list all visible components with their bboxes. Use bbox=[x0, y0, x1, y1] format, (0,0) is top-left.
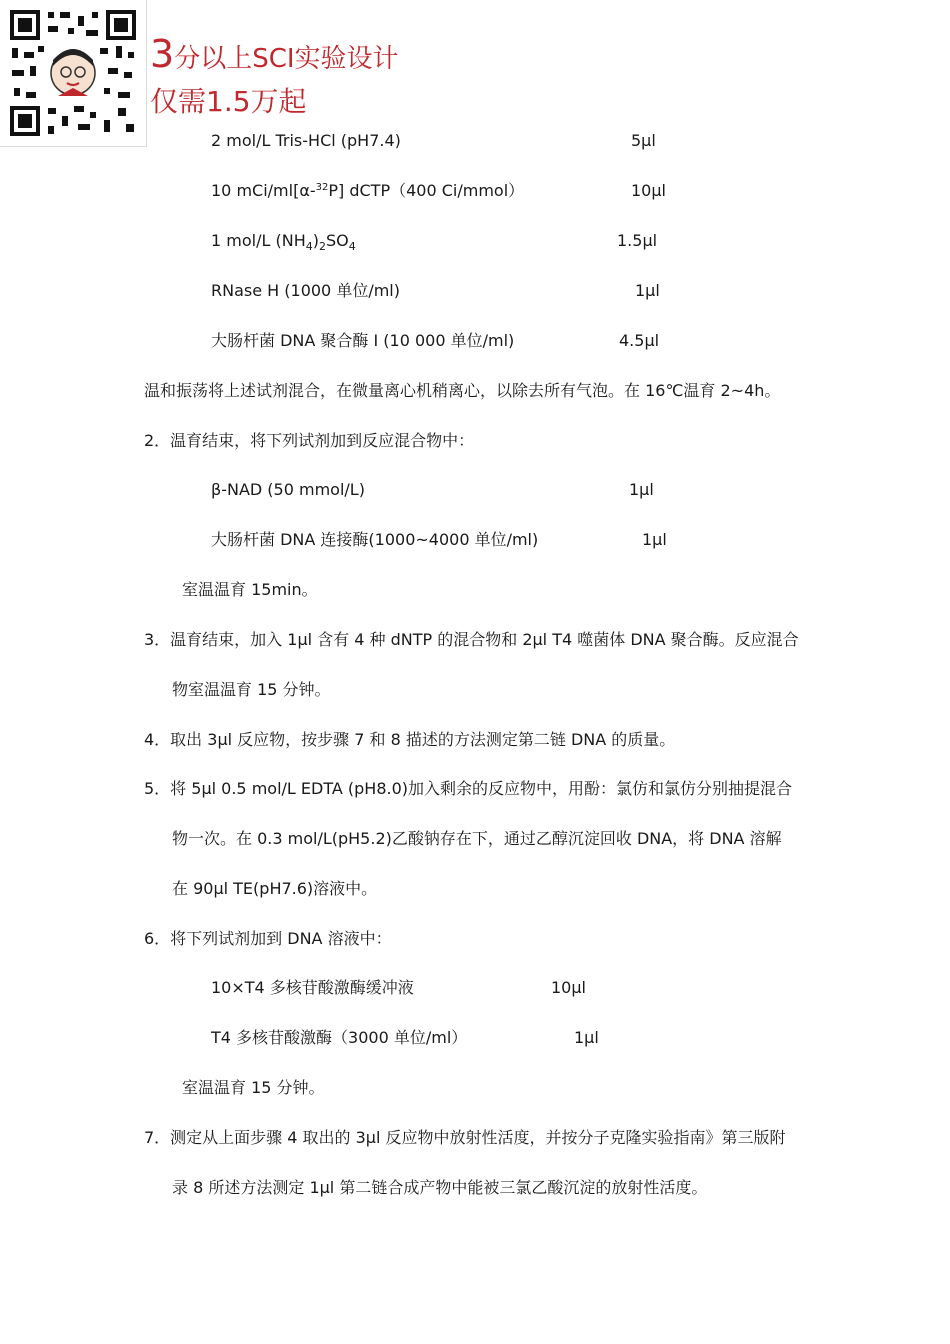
step-4: 4．取出 3μl 反应物，按步骤 7 和 8 描述的方法测定第二链 DNA 的质量。 bbox=[144, 730, 676, 749]
reagent-row bbox=[211, 1027, 599, 1049]
reagent-amount: 4.5μl bbox=[619, 331, 660, 350]
reagent-row bbox=[211, 230, 658, 253]
reagent-name: β-NAD (50 mmol/L) bbox=[211, 480, 365, 499]
reagent-amount: 10μl bbox=[551, 978, 586, 997]
step-3: 3．温育结束，加入 1μl 含有 4 种 dNTP 的混合物和 2μl T4 噬菌体 DNA 聚合酶。反应混合 bbox=[144, 630, 799, 649]
reagent-row bbox=[211, 977, 586, 999]
reagent-name: 10 mCi/ml[α-$^{32}$P] dCTP（400 Ci/mmol） bbox=[211, 181, 525, 200]
reagent-amount: 1μl bbox=[629, 480, 654, 499]
reagent-amount: 1μl bbox=[574, 1028, 599, 1047]
incubation-note: 室温温育 15 分钟。 bbox=[182, 1078, 325, 1097]
reagent-name: RNase H (1000 单位/ml) bbox=[211, 281, 400, 300]
reagent-name: 大肠杆菌 DNA 聚合酶 I (10 000 单位/ml) bbox=[211, 331, 515, 350]
paragraph-mix: 温和振荡将上述试剂混合，在微量离心机稍离心，以除去所有气泡。在 16℃温育 2~4h。 bbox=[144, 381, 781, 400]
promo-number: 3 bbox=[150, 32, 175, 76]
step-6: 6．将下列试剂加到 DNA 溶液中： bbox=[144, 929, 392, 948]
reagent-name: 大肠杆菌 DNA 连接酶(1000~4000 单位/ml) bbox=[211, 530, 539, 549]
reagent-amount: 1μl bbox=[642, 530, 667, 549]
reagent-amount: 10μl bbox=[631, 181, 666, 200]
step-2: 2．温育结束，将下列试剂加到反应混合物中： bbox=[144, 431, 475, 450]
step-5-continued: 在 90μl TE(pH7.6)溶液中。 bbox=[172, 879, 378, 898]
step-7: 7．测定从上面步骤 4 取出的 3μl 反应物中放射性活度，并按分子克隆实验指南》第三版附 bbox=[144, 1128, 786, 1147]
reagent-row bbox=[211, 479, 654, 501]
promo-price: 仅需1.5万起 bbox=[150, 85, 307, 118]
incubation-note: 室温温育 15min。 bbox=[182, 580, 318, 599]
reagent-row bbox=[211, 529, 667, 551]
qr-code bbox=[0, 0, 147, 147]
reagent-name: T4 多核苷酸激酶（3000 单位/ml） bbox=[211, 1028, 468, 1047]
step-5: 5．将 5μl 0.5 mol/L EDTA (pH8.0)加入剩余的反应物中，用酚：氯仿和氯仿分别抽提混合 bbox=[144, 779, 793, 798]
reagent-row bbox=[211, 330, 660, 352]
reagent-name: 2 mol/L Tris-HCl (pH7.4) bbox=[211, 131, 401, 150]
reagent-amount: 5μl bbox=[631, 131, 656, 150]
reagent-row bbox=[211, 130, 656, 152]
promo-text: 分以上SCI实验设计 bbox=[174, 44, 399, 74]
reagent-row bbox=[211, 180, 666, 202]
step-3-continued: 物室温温育 15 分钟。 bbox=[172, 680, 331, 699]
qr-code-icon bbox=[8, 8, 138, 138]
step-7-continued: 录 8 所述方法测定 1μl 第二链合成产物中能被三氯乙酸沉淀的放射性活度。 bbox=[172, 1178, 708, 1197]
promo-headline bbox=[150, 32, 399, 81]
reagent-amount: 1μl bbox=[635, 281, 660, 300]
reagent-amount: 1.5μl bbox=[617, 231, 658, 250]
reagent-name: 10×T4 多核苷酸激酶缓冲液 bbox=[211, 978, 414, 997]
step-5-continued: 物一次。在 0.3 mol/L(pH5.2)乙酸钠存在下，通过乙醇沉淀回收 DNA，将 DNA 溶解 bbox=[172, 829, 782, 848]
reagent-row bbox=[211, 280, 660, 302]
reagent-name: 1 mol/L $(NH_4)_2SO_4$ bbox=[211, 231, 356, 253]
